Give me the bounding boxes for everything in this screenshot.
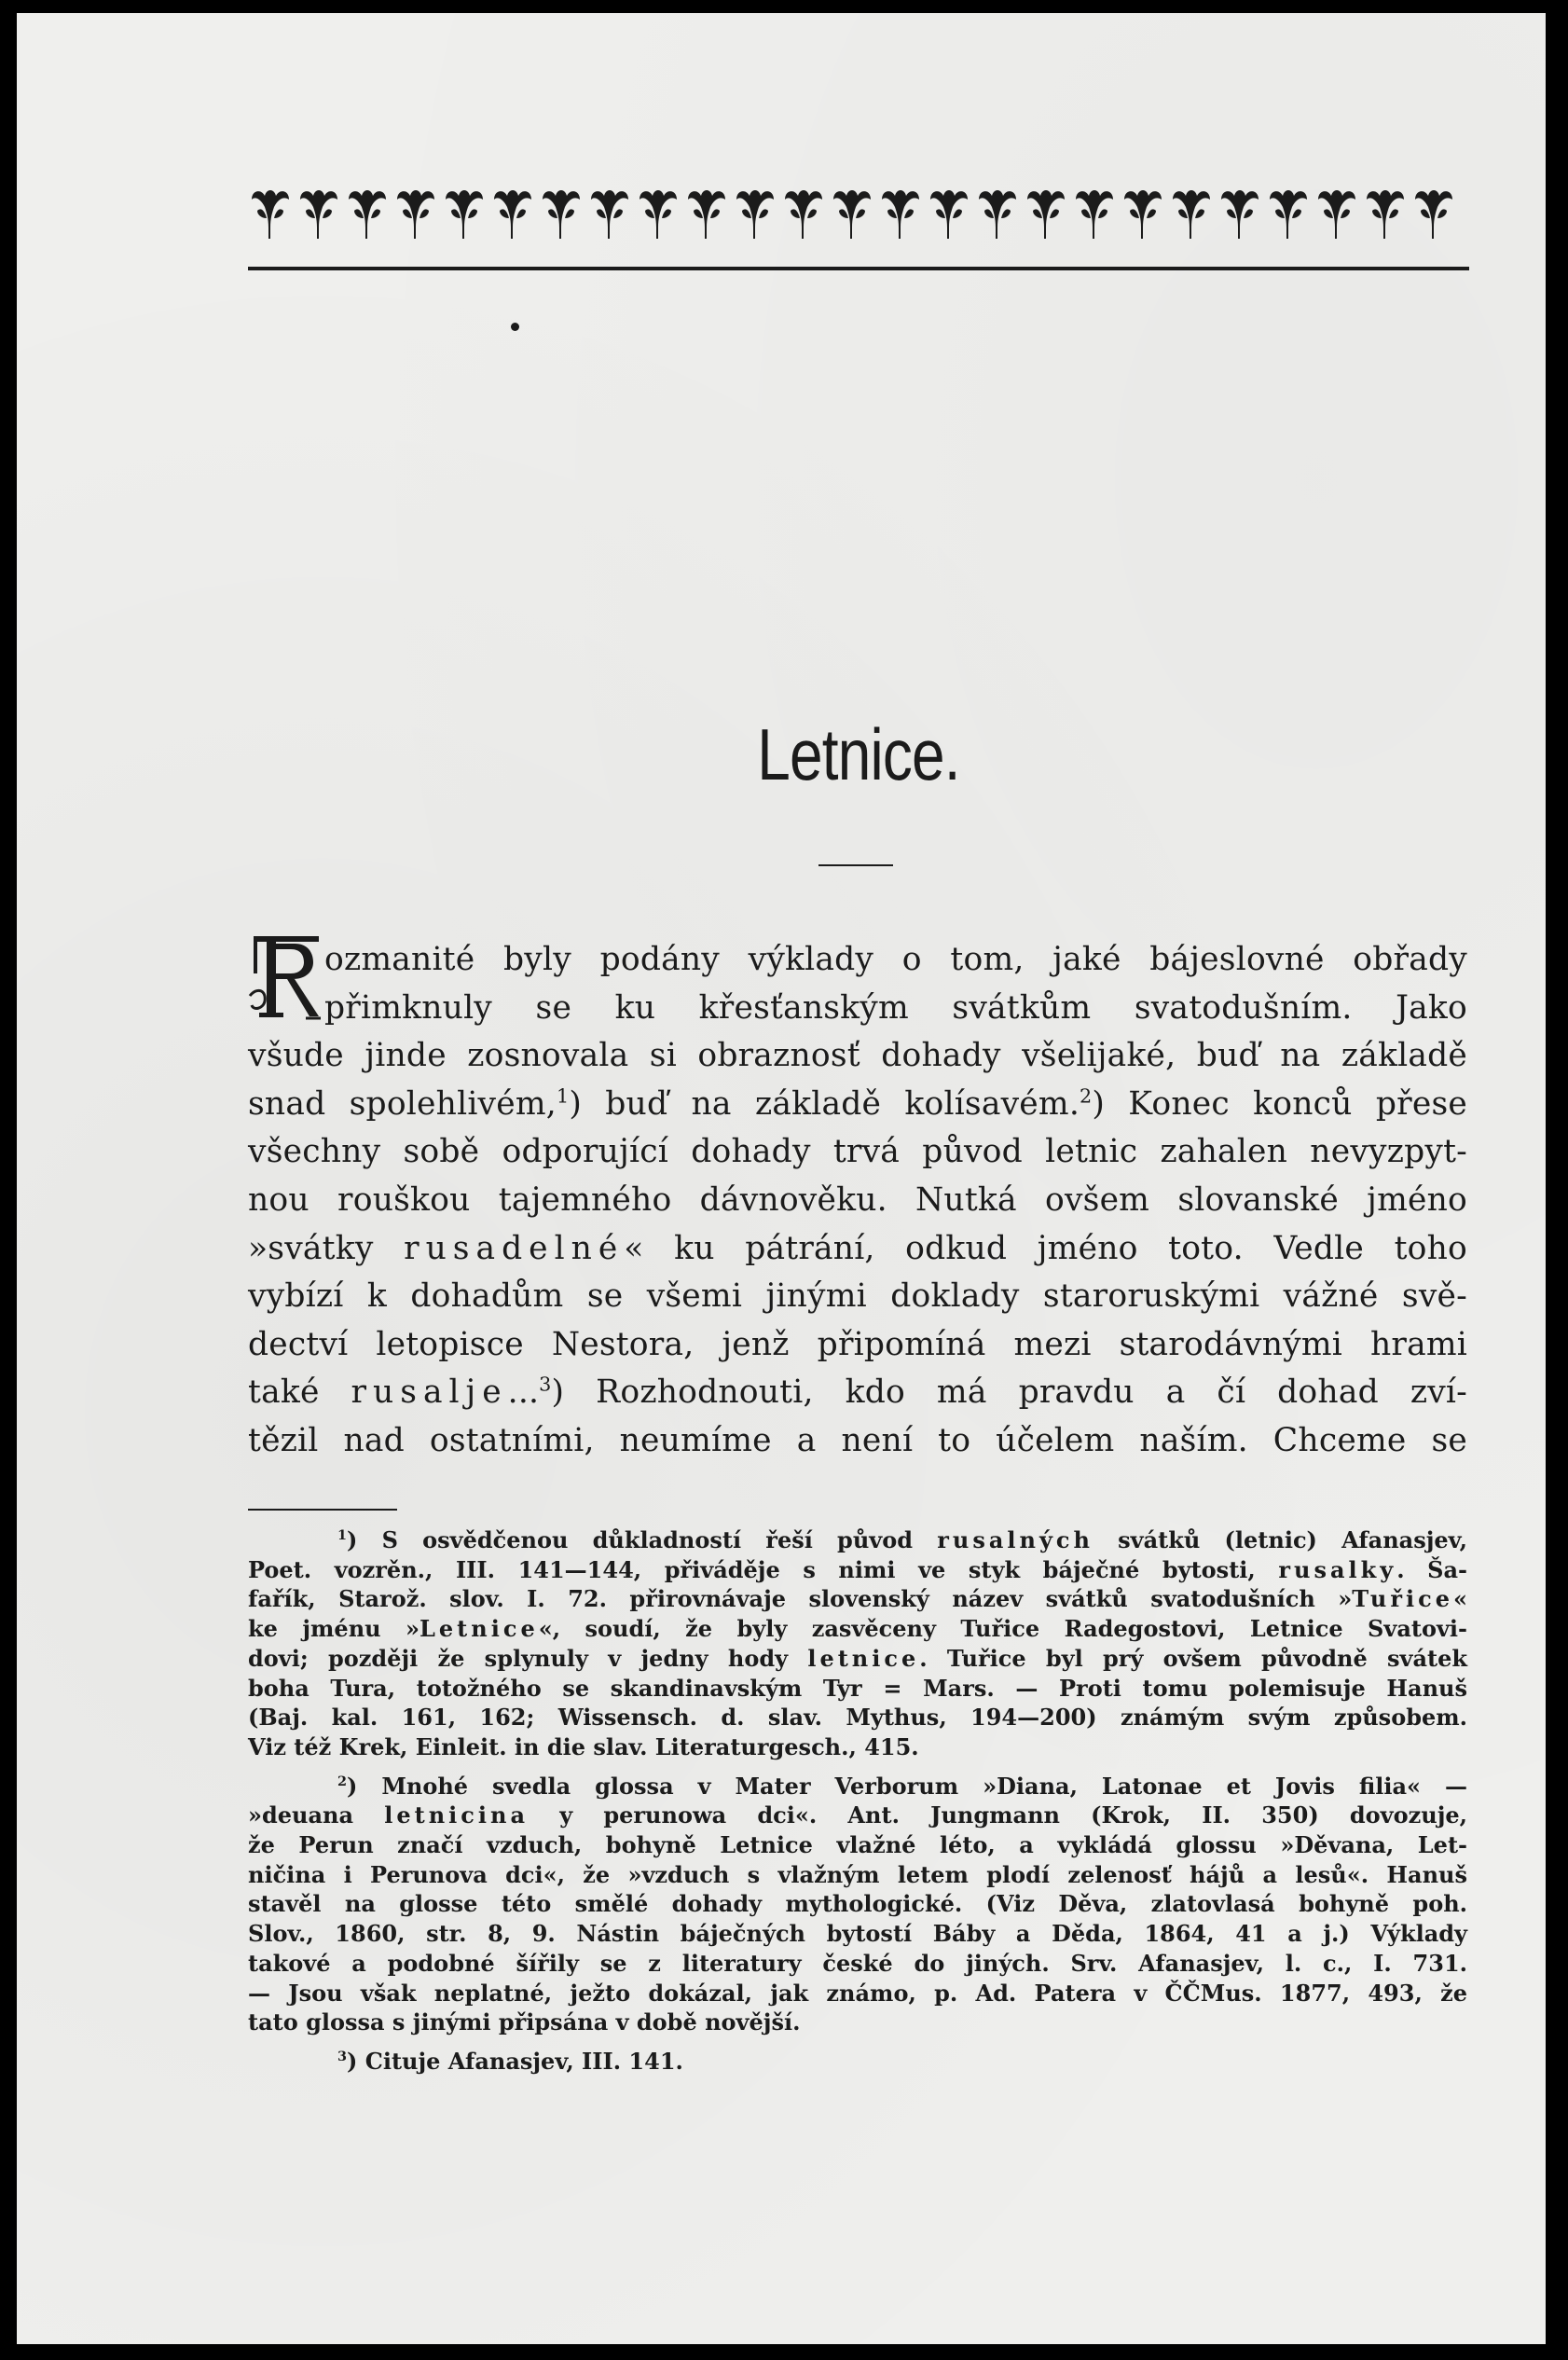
title-divider <box>818 864 893 866</box>
footnote-line: ničina i Perunova dci«, že »vzduch s vlažným letem plodí zelenosť hájů a lesů«. Hanuš <box>248 1860 1467 1888</box>
footnote-line: že Perun značí vzduch, bohyně Letnice vlažné léto, a vykládá glossu »Děvana, Let- <box>248 1831 1467 1859</box>
paragraph-line: všechny sobě odporující dohady trvá původ letnic zahalen nevyzpyt- <box>248 1133 1467 1171</box>
paragraph-line: dectví letopisce Nestora, jenž připomíná mezi starodávnými hrami <box>248 1325 1467 1363</box>
book-page <box>17 13 1546 2344</box>
footnote-line: $^1$) S osvědčenou důkladností řeší původ rusalných svátků (letnic) Afanasjev, <box>337 1526 1468 1553</box>
footnote-line: ke jménu »Letnice«, soudí, že byly zasvěceny Tuřice Radegostovi, Letnice Svatovi- <box>248 1615 1467 1643</box>
footnote-line: Slov., 1860, str. 8, 9. Nástin báječných bytostí Báby a Děda, 1864, 41 a j.) Výklady <box>248 1920 1467 1948</box>
paragraph-line: také rusalje...$^3$) Rozhodnouti, kdo má pravdu a čí dohad zví- <box>248 1373 1467 1412</box>
footnote-line: stavěl na glosse této smělé dohady mythologické. (Viz Děva, zlatovlasá bohyně poh. <box>248 1890 1467 1918</box>
footnote-line: $^3$) Cituje Afanasjev, III. 141. <box>337 2047 683 2075</box>
chapter-title: Letnice. <box>757 713 960 795</box>
footnote-line: boha Tura, totožného se skandinavským Tyr = Mars. — Proti tomu polemisuje Hanuš <box>248 1674 1467 1702</box>
ornamental-header-border <box>248 186 1469 242</box>
footnotes <box>248 1525 1467 2077</box>
footnote-line: Poet. vozrěn., III. 141—144, přiváděje s nimi ve styk báječné bytosti, rusalky. Ša- <box>248 1555 1467 1583</box>
paragraph-line: »svátky rusadelné« ku pátrání, odkud jméno toto. Vedle toho <box>248 1229 1467 1267</box>
footnote-line: $^2$) Mnohé svedla glossa v Mater Verborum »Diana, Latonae et Jovis filia« — <box>337 1772 1467 1800</box>
footnote-ref: 1 <box>556 1084 570 1108</box>
footnote-line: Viz též Krek, Einleit. in die slav. Literaturgesch., 415. <box>248 1732 919 1760</box>
paragraph-line: nou rouškou tajemného dávnověku. Nutká ovšem slovanské jméno <box>248 1180 1467 1219</box>
footnote-line: fařík, Starož. slov. I. 72. přirovnávaje slovenský název svátků svatodušních »Tuřice« <box>248 1585 1467 1613</box>
paragraph-line: všude jinde zosnovala si obraznosť dohady všelijaké, buď na základě <box>248 1037 1467 1075</box>
paragraph-line: přimknuly se ku křesťanským svátkům svatodušním. Jako <box>324 988 1467 1027</box>
paragraph-line: tězil nad ostatními, neumíme a není to účelem naším. Chceme se <box>248 1421 1467 1459</box>
footnote-ref: 2 <box>1080 1084 1093 1108</box>
footnote-line: takové a podobné šířily se z literatury české do jiných. Srv. Afanasjev, l. c., I. 731. <box>248 1949 1467 1977</box>
paragraph-line: vybízí k dohadům se všemi jinými doklady staroruskými vážné svě- <box>248 1277 1467 1316</box>
ink-dot <box>511 323 519 331</box>
paragraph-line: snad spolehlivém,$^1$) buď na základě kolísavém.$^2$) Konec konců přese <box>248 1084 1467 1123</box>
footnote-line: dovi; později že splynuly v jedny hody letnice. Tuřice byl prý ovšem původně svátek <box>248 1644 1467 1672</box>
header-rule <box>248 267 1469 270</box>
paragraph-line: ozmanité byly podány výklady o tom, jaké bájeslovné obřady <box>324 941 1467 978</box>
main-paragraph <box>248 936 1467 1466</box>
footnote-line: — Jsou však neplatné, ježto dokázal, jak známo, p. Ad. Patera v ČČMus. 1877, 493, že <box>248 1979 1467 2007</box>
footnote-ref: 3 <box>539 1373 552 1396</box>
footnote-line: (Baj. kal. 161, 162; Wissensch. d. slav. Mythus, 194—200) známým svým způsobem. <box>248 1704 1467 1732</box>
footnote-separator <box>248 1509 397 1511</box>
footnote-line: »deuana letnicina y perunowa dci«. Ant. Jungmann (Krok, II. 350) dovozuje, <box>248 1801 1467 1829</box>
footnote-line: tato glossa s jinými připsána v době novější. <box>248 2008 801 2036</box>
